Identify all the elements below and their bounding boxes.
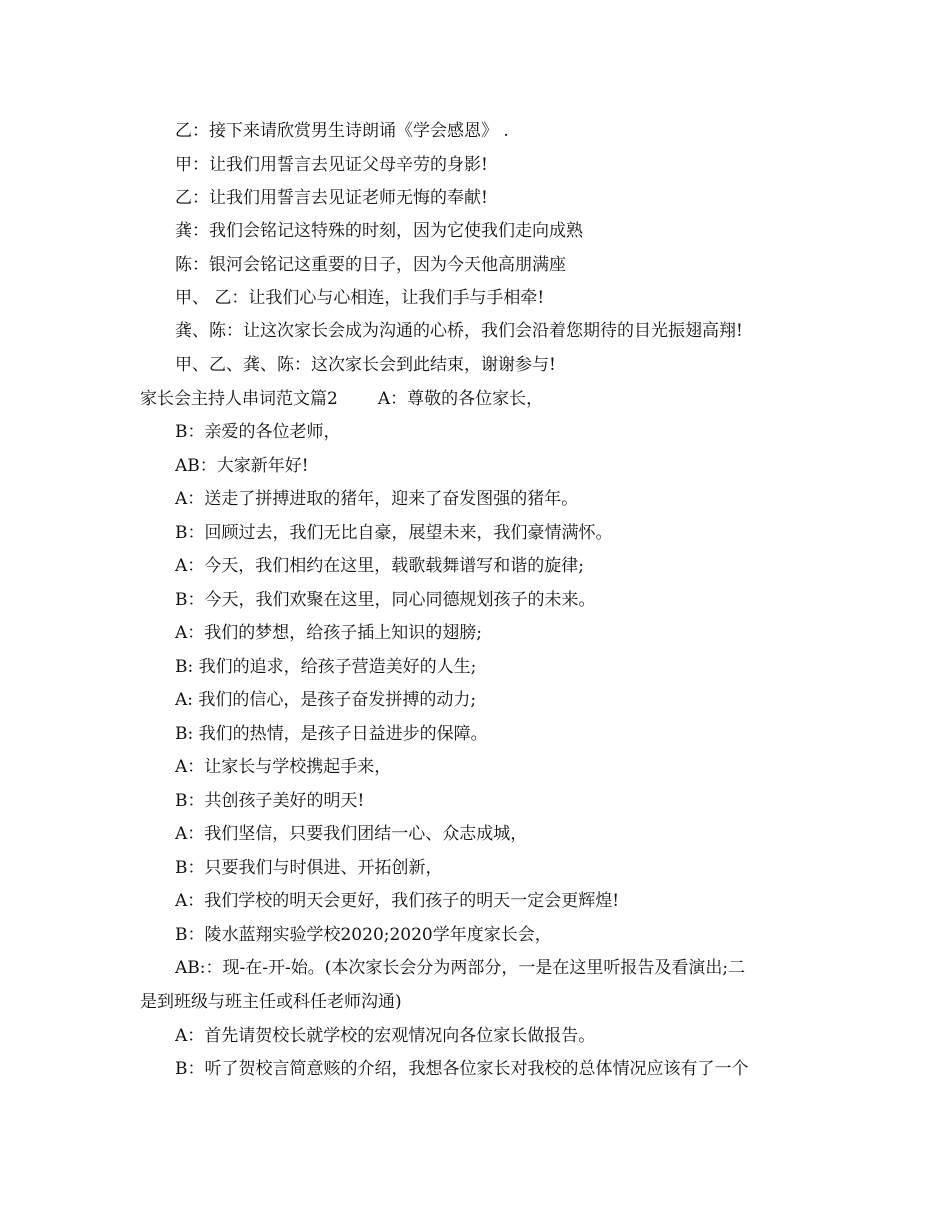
text-line: 乙：让我们用誓言去见证老师无悔的奉献! xyxy=(175,188,488,208)
text-line: A：首先请贺校长就学校的宏观情况向各位家长做报告。 xyxy=(175,1026,596,1046)
text-line: A：今天，我们相约在这里，载歌载舞谱写和谐的旋律; xyxy=(175,556,585,576)
section-first-line: A：尊敬的各位家长， xyxy=(377,389,544,409)
text-line: B：回顾过去，我们无比自豪，展望未来，我们豪情满怀。 xyxy=(175,523,613,543)
text-line: 陈：银河会铭记这重要的日子，因为今天他高朋满座 xyxy=(175,255,566,275)
text-line: A：我们学校的明天会更好，我们孩子的明天一定会更辉煌! xyxy=(175,891,620,911)
text-line: 甲：让我们用誓言去见证父母辛劳的身影! xyxy=(175,155,488,175)
text-line: A：让家长与学校携起手来， xyxy=(175,757,392,777)
text-line: 甲、乙、龚、陈：这次家长会到此结束，谢谢参与! xyxy=(175,355,556,375)
text-line: AB：大家新年好! xyxy=(175,456,309,476)
text-line: B：听了贺校言简意赅的介绍，我想各位家长对我校的总体情况应该有了一个 xyxy=(175,1059,749,1079)
text-line: B：今天，我们欢聚在这里，同心同德规划孩子的未来。 xyxy=(175,590,596,610)
text-line: B：共创孩子美好的明天! xyxy=(175,791,365,811)
text-line-wrap: 是到班级与班主任或科任老师沟通) xyxy=(140,992,402,1012)
text-line: B：亲爱的各位老师， xyxy=(175,422,341,442)
text-line: A：送走了拼搏进取的猪年，迎来了奋发图强的猪年。 xyxy=(175,489,579,509)
text-line: B：陵水蓝翔实验学校2020;2020学年度家长会， xyxy=(175,925,552,945)
text-line: B: 我们的追求，给孩子营造美好的人生; xyxy=(175,657,477,677)
text-line: A：我们坚信，只要我们团结一心、众志成城， xyxy=(175,824,528,844)
text-line: A: 我们的信心，是孩子奋发拼搏的动力; xyxy=(175,690,477,710)
text-line: 龚、陈：让这次家长会成为沟通的心桥，我们会沿着您期待的目光振翅高翔! xyxy=(175,321,743,341)
section-title: 家长会主持人串词范文篇2 xyxy=(140,389,338,409)
text-line: 甲、 乙：让我们心与心相连，让我们手与手相牵! xyxy=(175,288,545,308)
text-line: A：我们的梦想，给孩子插上知识的翅膀; xyxy=(175,623,483,643)
section-heading-line xyxy=(140,389,543,409)
text-line: B：只要我们与时俱进、开拓创新， xyxy=(175,858,443,878)
text-line: B: 我们的热情，是孩子日益进步的保障。 xyxy=(175,724,488,744)
text-line: AB:：现-在-开-始。(本次家长会分为两部分，一是在这里听报告及看演出;二 xyxy=(175,958,746,978)
text-line: 龚：我们会铭记这特殊的时刻，因为它使我们走向成熟 xyxy=(175,221,583,241)
text-line: 乙：接下来请欣赏男生诗朗诵《学会感恩》 . xyxy=(175,121,509,141)
